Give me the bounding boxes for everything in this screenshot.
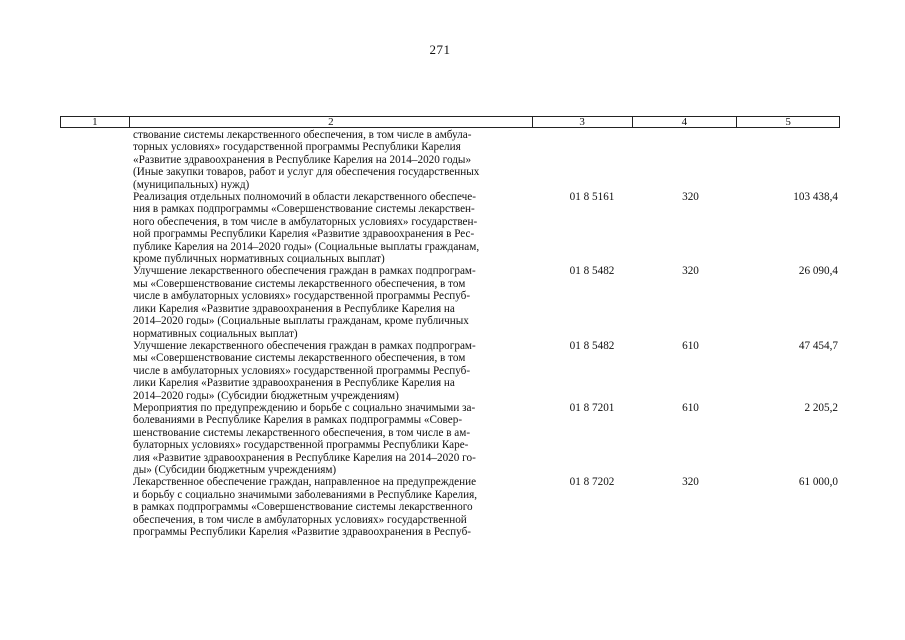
row-expense-type: 320 (682, 476, 699, 489)
table-row (60, 476, 840, 538)
header-col-3: 3 (533, 117, 633, 127)
row-description: Мероприятия по предупреждению и борьбе с социально значимыми за- болеваниями в Республике Карелия в рамках подпрограммы «Совер- шенствование системы лекарственного обеспечения, в том числе в ам- булаторных условиях» государственной программы Республики Каре- лия «Развитие здравоохранения в Республике Карелия на 2014–2020 го- ды» (Субсидии бюджетным учреждениям) (133, 401, 476, 476)
table-row (60, 129, 840, 191)
row-description: Реализация отдельных полномочий в области лекарственного обеспече- ния в рамках подпрограммы «Совершенствование системы лекарствен- ного обеспечения, в том числе в амбулаторных условиях» государствен- ной программы Республики Карелия «Развитие здравоохранения в Рес- публике Карелия на 2014–2020 годы» (Социальные выплаты гражданам, кроме публичных нормативных социальных выплат) (133, 191, 480, 266)
table-row (60, 191, 840, 265)
table-row (60, 402, 840, 476)
row-description: Улучшение лекарственного обеспечения граждан в рамках подпрограм- мы «Совершенствование системы лекарственного обеспечения, в том числе в амбулаторных условиях» государственной программы Респуб- лики Карелия «Развитие здравоохранения в Республике Карелия на 2014–2020 годы» (Социальные выплаты гражданам, кроме публичных нормативных социальных выплат) (133, 265, 476, 340)
row-code: 01 8 7202 (569, 476, 615, 489)
row-code (533, 129, 633, 191)
header-col-4: 4 (633, 117, 738, 127)
row-description: Лекарственное обеспечение граждан, направленное на предупреждение и борьбу с социально значимыми заболеваниями в Республике Карелия, в рамках подпрограммы «Совершенствование системы лекарственного обеспечения, в том числе в амбулаторных условиях» государственной программы Республики Карелия «Развитие здравоохранения в Респуб- (133, 476, 478, 538)
budget-table (60, 116, 840, 538)
header-col-1: 1 (61, 117, 130, 127)
row-amount: 61 000,0 (798, 476, 838, 489)
page-number: 271 (429, 42, 451, 57)
row-expense-type: 320 (682, 265, 699, 278)
row-code: 01 8 5161 (569, 191, 615, 204)
row-amount: 2 205,2 (804, 401, 838, 414)
row-amount: 26 090,4 (798, 265, 838, 278)
row-description: ствование системы лекарственного обеспечения, в том числе в амбула- торных условиях» государственной программы Республики Карелия «Развитие здравоохранения в Республике Карелия на 2014–2020 годы» (Иные закупки товаров, работ и услуг для обеспечения государственных (муниципальных) нужд) (133, 129, 480, 191)
row-amount: 47 454,7 (798, 339, 838, 352)
row-amount: 103 438,4 (793, 191, 838, 204)
header-col-2: 2 (130, 117, 533, 127)
table-body (60, 128, 840, 538)
row-amount (738, 129, 840, 191)
row-expense-type: 610 (682, 339, 699, 352)
table-row (60, 265, 840, 339)
row-expense-type (633, 129, 738, 191)
table-header-row (60, 116, 840, 128)
header-col-5: 5 (785, 116, 791, 128)
row-expense-type: 320 (682, 191, 699, 204)
row-code: 01 8 5482 (569, 265, 615, 278)
table-row (60, 340, 840, 402)
row-code: 01 8 5482 (569, 339, 615, 352)
row-code: 01 8 7201 (569, 401, 615, 414)
row-expense-type: 610 (682, 401, 699, 414)
row-description: Улучшение лекарственного обеспечения граждан в рамках подпрограм- мы «Совершенствование системы лекарственного обеспечения, в том числе в амбулаторных условиях» государственной программы Респуб- лики Карелия «Развитие здравоохранения в Республике Карелия на 2014–2020 годы» (Субсидии бюджетным учреждениям) (133, 339, 476, 402)
